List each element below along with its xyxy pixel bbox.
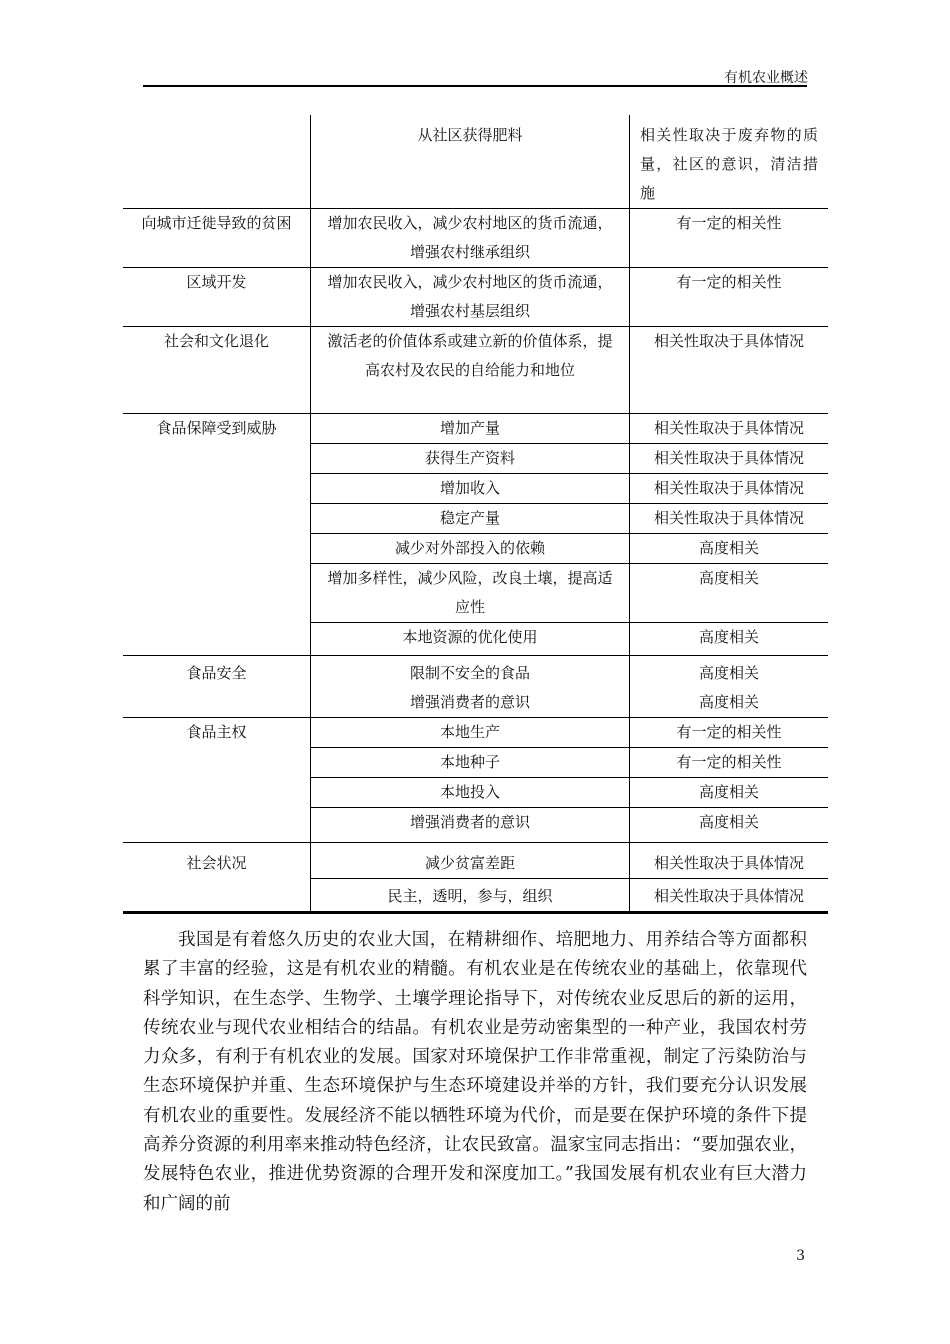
table-cell-measure: 稳定产量 bbox=[311, 504, 630, 534]
table-cell-relevance: 高度相关 bbox=[630, 656, 829, 689]
table-cell-relevance: 高度相关 bbox=[630, 778, 829, 808]
table-cell-measure: 本地种子 bbox=[311, 748, 630, 778]
table-row bbox=[123, 843, 828, 879]
table-cell-issue bbox=[123, 504, 311, 534]
table-cell-measure: 增强消费者的意识 bbox=[311, 688, 630, 718]
table-cell-measure: 从社区获得肥料 bbox=[311, 115, 630, 209]
table-cell-relevance: 相关性取决于具体情况 bbox=[630, 879, 829, 913]
table-row bbox=[123, 718, 828, 748]
table-cell-relevance: 高度相关 bbox=[630, 623, 829, 656]
table-cell-measure: 增加多样性，减少风险，改良土壤，提高适应性 bbox=[311, 564, 630, 623]
table-row bbox=[123, 115, 828, 209]
header-rule bbox=[143, 85, 807, 87]
page-number: 3 bbox=[796, 1248, 805, 1264]
table-cell-measure: 民主，透明，参与，组织 bbox=[311, 879, 630, 913]
table-row bbox=[123, 209, 828, 268]
relevance-table bbox=[123, 115, 828, 914]
table-cell-relevance: 相关性取决于具体情况 bbox=[630, 474, 829, 504]
table-cell-relevance: 有一定的相关性 bbox=[630, 209, 829, 268]
table-cell-issue bbox=[123, 879, 311, 913]
table-cell-measure: 增加收入 bbox=[311, 474, 630, 504]
table-cell-relevance: 相关性取决于具体情况 bbox=[630, 843, 829, 879]
table-row bbox=[123, 748, 828, 778]
table-cell-measure: 限制不安全的食品 bbox=[311, 656, 630, 689]
table-row bbox=[123, 504, 828, 534]
table-cell-relevance: 高度相关 bbox=[630, 808, 829, 843]
table-cell-relevance: 相关性取决于具体情况 bbox=[630, 414, 829, 444]
running-header-title: 有机农业概述 bbox=[724, 70, 808, 86]
table-cell-issue bbox=[123, 534, 311, 564]
table-cell-issue bbox=[123, 808, 311, 843]
table-row bbox=[123, 564, 828, 623]
table-row bbox=[123, 474, 828, 504]
table-row bbox=[123, 327, 828, 414]
table-cell-measure: 增加产量 bbox=[311, 414, 630, 444]
table-cell-issue bbox=[123, 115, 311, 209]
table-cell-issue bbox=[123, 748, 311, 778]
table-row bbox=[123, 268, 828, 327]
table-cell-issue: 食品保障受到威胁 bbox=[123, 414, 311, 444]
table-cell-measure: 本地资源的优化使用 bbox=[311, 623, 630, 656]
table-cell-issue: 食品主权 bbox=[123, 718, 311, 748]
table-cell-issue bbox=[123, 623, 311, 656]
table-cell-issue bbox=[123, 474, 311, 504]
table-cell-relevance: 有一定的相关性 bbox=[630, 748, 829, 778]
table-row bbox=[123, 444, 828, 474]
table-cell-measure: 本地生产 bbox=[311, 718, 630, 748]
table-cell-issue: 食品安全 bbox=[123, 656, 311, 689]
table-row bbox=[123, 623, 828, 656]
table-cell-relevance: 相关性取决于具体情况 bbox=[630, 444, 829, 474]
table-cell-measure: 本地投入 bbox=[311, 778, 630, 808]
table-cell-issue bbox=[123, 688, 311, 718]
table-cell-relevance: 相关性取决于具体情况 bbox=[630, 504, 829, 534]
table-cell-measure: 增加农民收入，减少农村地区的货币流通，增强农村基层组织 bbox=[311, 268, 630, 327]
table-cell-measure: 激活老的价值体系或建立新的价值体系，提高农村及农民的自给能力和地位 bbox=[311, 327, 630, 414]
table-cell-issue bbox=[123, 778, 311, 808]
table-cell-issue: 区域开发 bbox=[123, 268, 311, 327]
table-cell-issue: 社会状况 bbox=[123, 843, 311, 879]
table-row bbox=[123, 534, 828, 564]
table-cell-issue bbox=[123, 564, 311, 623]
table-cell-relevance: 相关性取决于废弃物的质量，社区的意识，清洁措施 bbox=[640, 126, 818, 202]
table-cell-issue: 向城市迁徙导致的贫困 bbox=[123, 209, 311, 268]
table-cell-relevance: 有一定的相关性 bbox=[630, 718, 829, 748]
table-cell-measure: 获得生产资料 bbox=[311, 444, 630, 474]
table-cell-measure: 减少贫富差距 bbox=[311, 843, 630, 879]
table-row bbox=[123, 656, 828, 689]
table-cell-measure: 增强消费者的意识 bbox=[311, 808, 630, 843]
table-row bbox=[123, 778, 828, 808]
table-cell-issue bbox=[123, 444, 311, 474]
table-cell-relevance: 高度相关 bbox=[630, 534, 829, 564]
table-cell-relevance: 高度相关 bbox=[698, 693, 759, 711]
table-cell-relevance: 高度相关 bbox=[630, 564, 829, 623]
table-row bbox=[123, 879, 828, 913]
table-cell-measure: 增加农民收入，减少农村地区的货币流通，增强农村继承组织 bbox=[311, 209, 630, 268]
body-paragraph: 我国是有着悠久历史的农业大国，在精耕细作、培肥地力、用养结合等方面都积累了丰富的经验，这是有机农业的精髓。有机农业是在传统农业的基础上，依靠现代科学知识，在生态学、生物学、土壤学理论指导下，对传统农业反思后的新的运用，传统农业与现代农业相结合的结晶。有机农业是劳动密集型的一种产业，我国农村劳力众多，有利于有机农业的发展。国家对环境保护工作非常重视，制定了污染防治与生态环境保护并重、生态环境保护与生态环境建设并举的方针，我们要充分认识发展有机农业的重要性。发展经济不能以牺牲环境为代价，而是要在保护环境的条件下提高养分资源的利用率来推动特色经济，让农民致富。温家宝同志指出：“要加强农业，发展特色农业，推进优势资源的合理开发和深度加工。”我国发展有机农业有巨大潜力和广阔的前 bbox=[143, 930, 807, 1214]
table-cell-relevance: 有一定的相关性 bbox=[630, 268, 829, 327]
table-row bbox=[123, 808, 828, 843]
table-cell-measure: 减少对外部投入的依赖 bbox=[311, 534, 630, 564]
table-cell-relevance: 相关性取决于具体情况 bbox=[630, 327, 829, 414]
table-row bbox=[123, 414, 828, 444]
table-row bbox=[123, 688, 828, 718]
table-cell-issue: 社会和文化退化 bbox=[123, 327, 311, 414]
